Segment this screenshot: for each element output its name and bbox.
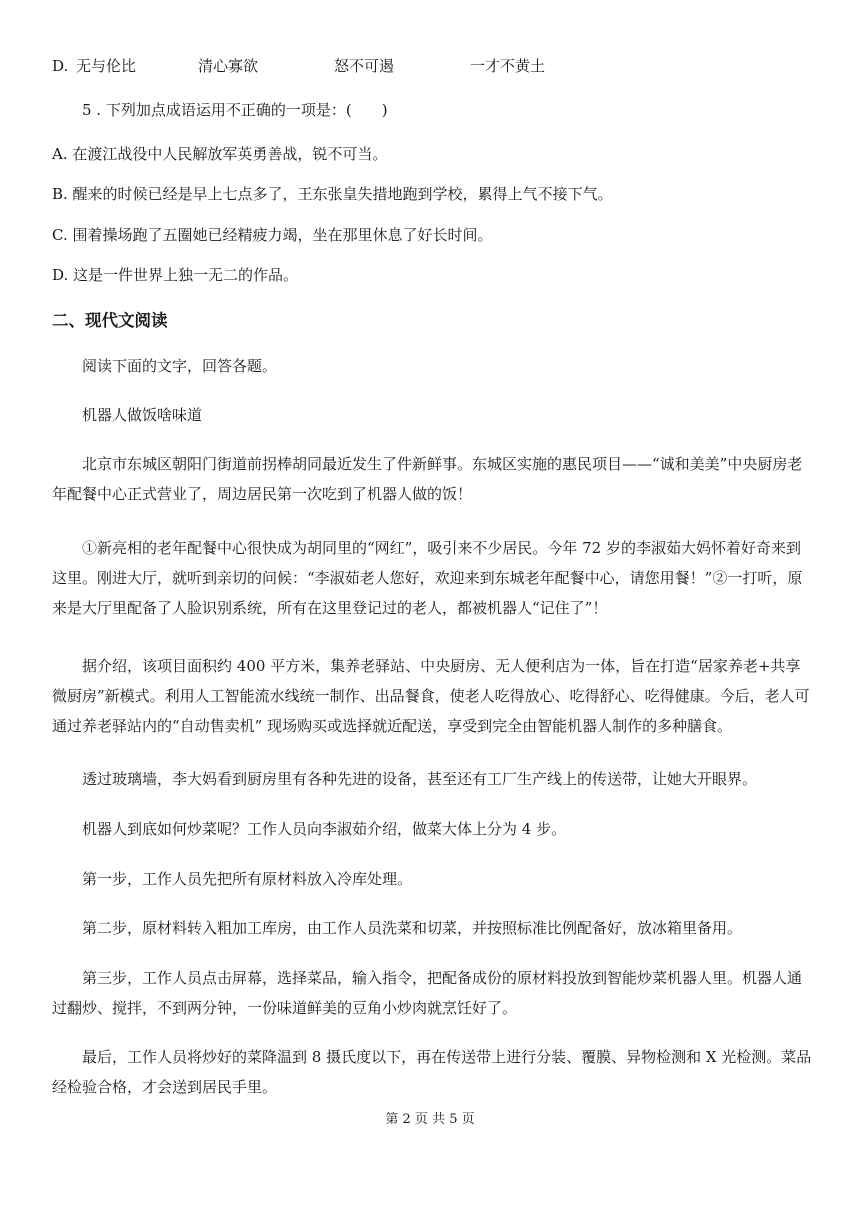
- q5-option-c: C. 围着操场跑了五圈她已经精疲力竭，坐在那里休息了好长时间。: [52, 226, 493, 244]
- option-letter: D.: [52, 57, 69, 75]
- page-footer: 第 2 页 共 5 页: [385, 1112, 475, 1127]
- article-paragraph-8: 第三步，工作人员点击屏幕，选择菜品，输入指令，把配备成份的原材料投放到智能炒菜机器人里。机器人通过翻炒、搅拌，不到两分钟，一份味道鲜美的豆角小炒肉就烹饪好了。: [52, 969, 803, 1017]
- article-paragraph-1: 北京市东城区朝阳门街道前拐棒胡同最近发生了件新鲜事。东城区实施的惠民项目——“诚和美美”中央厨房老年配餐中心正式营业了，周边居民第一次吃到了机器人做的饭！: [52, 455, 803, 503]
- article-paragraph-3: 据介绍，该项目面积约 400 平方米，集养老驿站、中央厨房、无人便利店为一体，旨在打造“居家养老+共享微厨房”新模式。利用人工智能流水线统一制作、出品餐食，使老人吃得放心、吃得舒心、吃得健康。今后，老人可通过养老驿站内的“自动售卖机” 现场购买或选择就近配送，享受到完全由智能机器人制作的多种膳食。: [52, 657, 810, 735]
- question-5-stem: 5 . 下列加点成语运用不正确的一项是：( ): [82, 101, 388, 119]
- q5-option-a: A. 在渡江战役中人民解放军英勇善战，锐不可当。: [52, 145, 388, 163]
- option-item: 清心寡欲: [198, 57, 259, 75]
- article-paragraph-2: ①新亮相的老年配餐中心很快成为胡同里的“网红”，吸引来不少居民。今年 72 岁的李淑茹大妈怀着好奇来到这里。刚进大厅，就听到亲切的问候：“李淑茹老人您好，欢迎来到东城老年配餐中心，请您用餐！”②一打听，原来是大厅里配备了人脸识别系统，所有在这里登记过的老人，都被机器人“记住了”！: [52, 539, 803, 617]
- reading-instruction: 阅读下面的文字，回答各题。: [82, 357, 278, 375]
- option-item: 一才不黄土: [470, 57, 546, 75]
- option-item: 无与伦比: [76, 57, 137, 75]
- article-title: 机器人做饭啥味道: [82, 406, 203, 424]
- article-paragraph-9: 最后，工作人员将炒好的菜降温到 8 摄氏度以下，再在传送带上进行分装、覆膜、异物检测和 X 光检测。菜品经检验合格，才会送到居民手里。: [52, 1048, 812, 1096]
- article-paragraph-6: 第一步，工作人员先把所有原材料放入冷库处理。: [82, 870, 413, 888]
- q5-option-b: B. 醒来的时候已经是早上七点多了，王东张皇失措地跑到学校，累得上气不接下气。: [52, 185, 613, 203]
- q5-option-d: D. 这是一件世界上独一无二的作品。: [52, 266, 299, 284]
- option-item: 怒不可遏: [334, 57, 395, 75]
- article-paragraph-5: 机器人到底如何炒菜呢？工作人员向李淑茹介绍，做菜大体上分为 4 步。: [82, 820, 567, 838]
- article-paragraph-4: 透过玻璃墙，李大妈看到厨房里有各种先进的设备，甚至还有工厂生产线上的传送带，让她大开眼界。: [82, 770, 758, 788]
- q4-option-d: [52, 56, 812, 76]
- section-heading: 二、现代文阅读: [52, 311, 168, 330]
- article-paragraph-7: 第二步，原材料转入粗加工库房，由工作人员洗菜和切菜，并按照标准比例配备好，放冰箱里备用。: [82, 919, 743, 937]
